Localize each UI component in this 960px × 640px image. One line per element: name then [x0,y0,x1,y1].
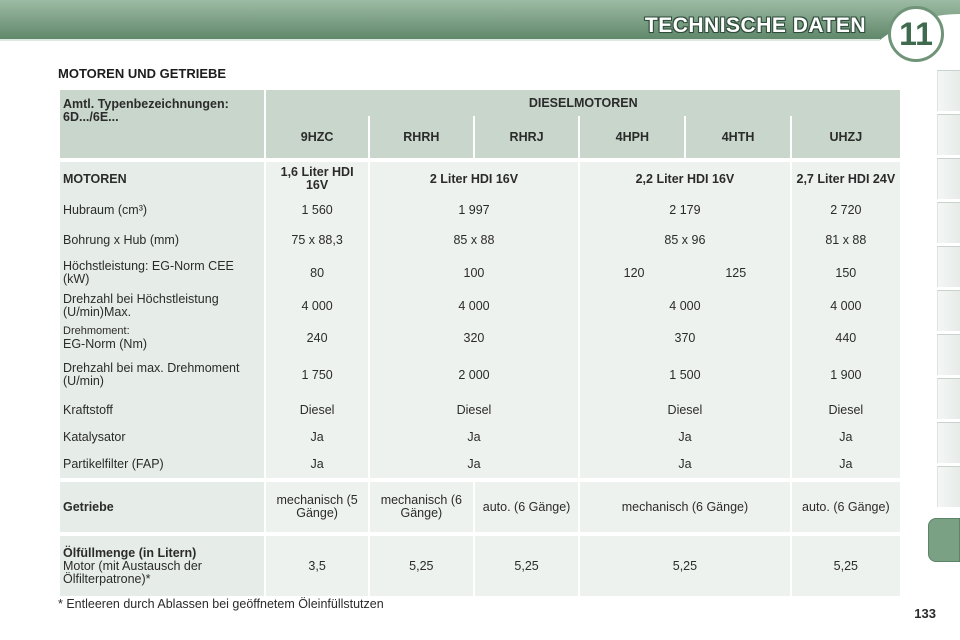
code-cell: UHZJ [792,116,900,158]
value-cell: 125 [725,265,747,280]
value-cell: 85 x 96 [580,224,789,256]
value-cell: 85 x 88 [370,224,578,256]
motor-cell: 2,2 Liter HDI 16V [580,162,789,196]
code-cell: 4HTH [686,116,789,158]
page-title: TECHNISCHE DATEN [644,14,866,37]
value-cell: 1 750 [266,354,367,396]
value-cell: Ja [370,450,578,478]
gearbox-cell: auto. (6 Gänge) [475,482,578,532]
row-label-moment [60,322,264,354]
footnote: * Entleeren durch Ablassen bei geöffnetem Öleinfüllstutzen [58,597,384,611]
moment-label-line2: EG-Norm (Nm) [63,337,148,351]
side-tabs [928,70,960,570]
row-label-kraftstoff: Kraftstoff [60,396,264,424]
gearbox-cell: auto. (6 Gänge) [792,482,900,532]
value-cell: Diesel [792,396,900,424]
value-cell: 75 x 88,3 [266,224,367,256]
row-label-drehzahl-moment: Drehzahl bei max. Drehmoment (U/min) [60,354,264,396]
value-cell: Ja [370,424,578,450]
value-cell: 4 000 [266,290,367,322]
motor-cell: 2 Liter HDI 16V [370,162,578,196]
oil-cell: 3,5 [266,536,367,596]
value-cell: 81 x 88 [792,224,900,256]
value-cell: 1 500 [580,354,789,396]
value-cell: 370 [580,322,789,354]
value-cell: 100 [370,256,578,290]
side-tab[interactable] [937,466,960,507]
gearbox-cell: mechanisch (6 Gänge) [370,482,473,532]
row-label-motoren: MOTOREN [60,162,264,196]
side-tab[interactable] [937,334,960,375]
value-cell: 4 000 [370,290,578,322]
code-cell: 9HZC [266,116,367,158]
value-cell: 240 [266,322,367,354]
gearbox-cell: mechanisch (5 Gänge) [266,482,367,532]
value-cell: Ja [266,424,367,450]
code-cell: RHRH [370,116,473,158]
moment-label-line1: Drehmoment: [63,325,130,337]
row-label-getriebe: Getriebe [60,482,264,532]
value-cell: Ja [580,424,789,450]
row-label-drehzahl: Drehzahl bei Höchstleistung (U/min)Max. [60,290,264,322]
value-cell-split [580,256,789,290]
value-cell: 4 000 [580,290,789,322]
oil-cell: 5,25 [370,536,473,596]
value-cell: 80 [266,256,367,290]
row-label-hubraum: Hubraum (cm³) [60,196,264,224]
oil-cell: 5,25 [792,536,900,596]
motor-cell: 1,6 Liter HDI 16V [266,162,367,196]
value-cell: 1 997 [370,196,578,224]
oel-label-title: Ölfüllmenge (in Litern) [63,545,197,560]
side-tab[interactable] [937,422,960,463]
side-tab[interactable] [937,114,960,155]
value-cell: Diesel [370,396,578,424]
value-cell: Diesel [266,396,367,424]
value-cell: Diesel [580,396,789,424]
value-cell: 320 [370,322,578,354]
value-cell: 2 720 [792,196,900,224]
code-cell: RHRJ [475,116,578,158]
value-cell: Ja [792,450,900,478]
value-cell: 2 179 [580,196,789,224]
row-label-fap: Partikelfilter (FAP) [60,450,264,478]
value-cell: 4 000 [792,290,900,322]
motor-cell: 2,7 Liter HDI 24V [792,162,900,196]
side-tab[interactable] [937,378,960,419]
oel-label-rest: Motor (mit Austausch der Ölfilterpatrone)* [63,558,202,586]
value-cell: 440 [792,322,900,354]
value-cell: Ja [792,424,900,450]
value-cell: 1 900 [792,354,900,396]
corner-label: Amtl. Typenbezeichnungen: 6D.../6E... [60,90,264,158]
row-label-leistung: Höchstleistung: EG-Norm CEE (kW) [60,256,264,290]
value-cell: 120 [623,265,645,280]
value-cell: 2 000 [370,354,578,396]
section-title: MOTOREN UND GETRIEBE [58,66,227,81]
side-tab[interactable] [937,70,960,111]
gearbox-cell: mechanisch (6 Gänge) [580,482,789,532]
page-number: 133 [914,606,936,621]
side-tab[interactable] [937,246,960,287]
value-cell: Ja [580,450,789,478]
oil-cell: 5,25 [475,536,578,596]
value-cell: 1 560 [266,196,367,224]
value-cell: Ja [266,450,367,478]
code-cell: 4HPH [580,116,684,158]
row-label-katalysator: Katalysator [60,424,264,450]
side-tab[interactable] [937,158,960,199]
chapter-badge: 11 [888,6,944,62]
side-tab[interactable] [937,290,960,331]
side-tab[interactable] [937,202,960,243]
header-banner [0,0,960,52]
row-label-oel [60,536,264,596]
spec-table [58,90,902,596]
row-label-bohrung: Bohrung x Hub (mm) [60,224,264,256]
value-cell: 150 [792,256,900,290]
side-tab-active[interactable] [928,518,960,562]
oil-cell: 5,25 [580,536,789,596]
group-header: DIESELMOTOREN [266,90,900,116]
